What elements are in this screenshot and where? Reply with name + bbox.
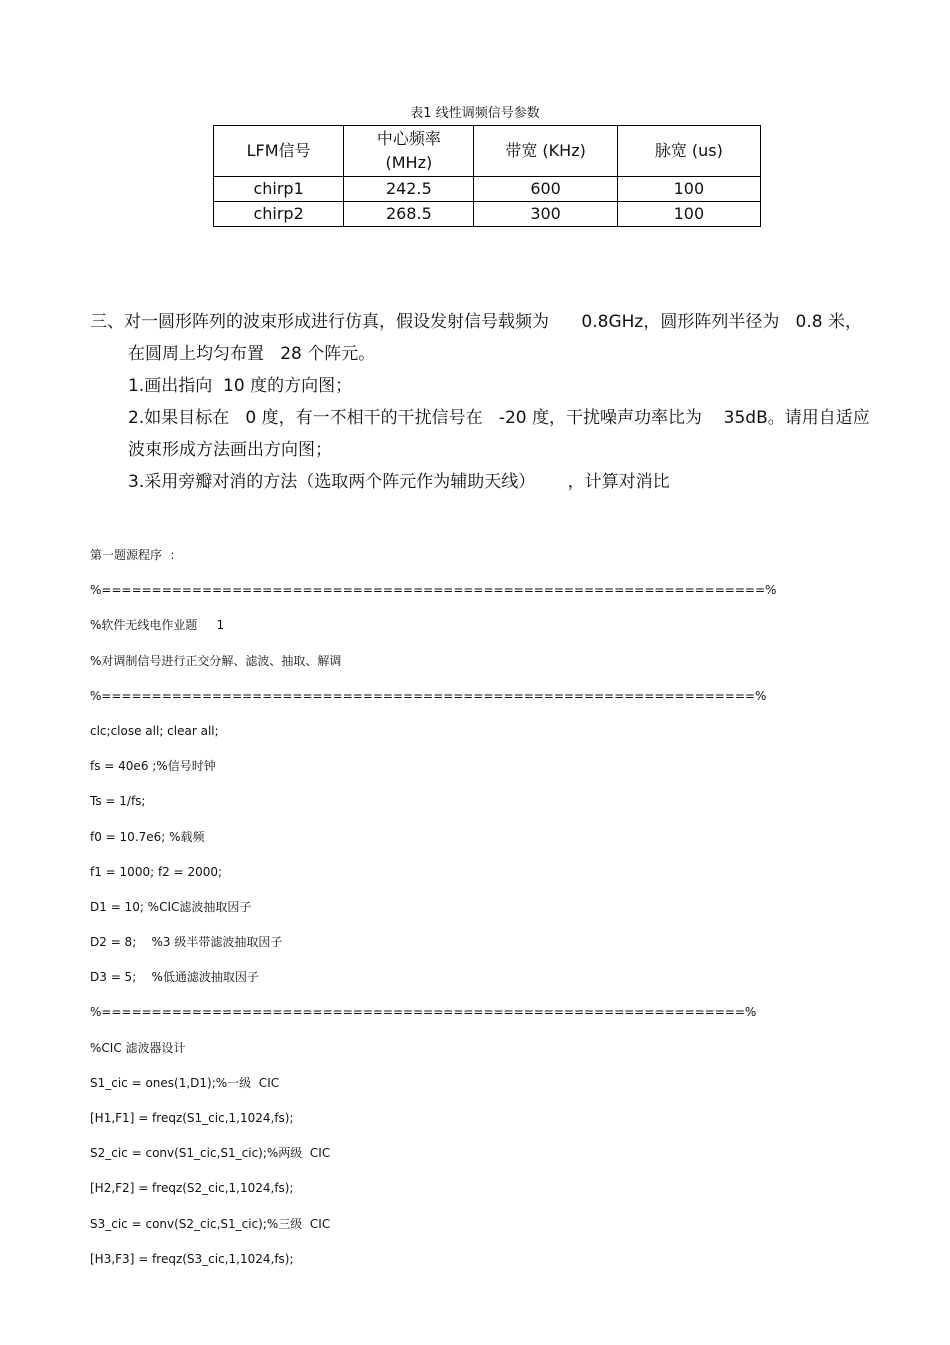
code-line: f1 = 1000; f2 = 2000; <box>90 864 223 879</box>
header-lfm-signal: LFM信号 <box>214 126 344 177</box>
code-line: S3_cic = conv(S2_cic,S1_cic);%三级 CIC <box>90 1216 331 1231</box>
code-line: D3 = 5; %低通滤波抽取因子 <box>90 970 259 985</box>
code-line: [H2,F2] = freqz(S2_cic,1,1024,fs); <box>90 1181 294 1196</box>
problem-item-1: 1.画出指向 10 度的方向图； <box>128 376 353 396</box>
code-line: %================================================================% <box>90 1005 757 1020</box>
code-line: clc;close all; clear all; <box>90 723 219 738</box>
code-line: %==================================================================% <box>90 583 777 598</box>
source-code-listing <box>90 545 890 1284</box>
table-cell: 268.5 <box>344 202 474 227</box>
table-cell: 100 <box>617 202 760 227</box>
table-cell: 242.5 <box>344 177 474 202</box>
table-row <box>214 177 761 202</box>
table-row <box>214 202 761 227</box>
code-line: D2 = 8; %3 级半带滤波抽取因子 <box>90 935 283 950</box>
code-line: S1_cic = ones(1,D1);%一级 CIC <box>90 1075 280 1090</box>
problem-item-2: 2.如果目标在 0 度，有一不相干的干扰信号在 -20 度，干扰噪声功率比为 35dB。请用自适应 <box>128 408 870 428</box>
table-cell: 300 <box>474 202 617 227</box>
problem-text: 在圆周上均匀布置 28 个阵元。 <box>128 344 376 364</box>
table-header-row <box>214 126 761 177</box>
header-bandwidth: 带宽 (KHz) <box>474 126 617 177</box>
code-line: %=================================================================% <box>90 688 767 703</box>
table-cell: 600 <box>474 177 617 202</box>
problem-item-2-continued: 波束形成方法画出方向图； <box>128 440 332 460</box>
header-pulse-width: 脉宽 (us) <box>617 126 760 177</box>
code-line: [H1,F1] = freqz(S1_cic,1,1024,fs); <box>90 1111 294 1125</box>
code-line: %软件无线电作业题 1 <box>90 618 225 633</box>
code-line: fs = 40e6 ;%信号时钟 <box>90 759 216 774</box>
lfm-parameter-table <box>213 125 761 227</box>
problem-statement <box>90 306 890 498</box>
table-caption: 表1 线性调频信号参数 <box>410 106 540 121</box>
problem-heading: 三、对一圆形阵列的波束形成进行仿真，假设发射信号载频为 0.8GHz，圆形阵列半径为 0.8 米， <box>90 312 862 332</box>
code-line: D1 = 10; %CIC滤波抽取因子 <box>90 899 252 914</box>
code-line: %CIC 滤波器设计 <box>90 1040 186 1055</box>
table-cell: chirp2 <box>214 202 344 227</box>
code-line: %对调制信号进行正交分解、滤波、抽取、解调 <box>90 653 342 668</box>
header-center-frequency: 中心频率 (MHz) <box>344 126 474 177</box>
code-line: f0 = 10.7e6; %载频 <box>90 829 205 844</box>
table-cell: 100 <box>617 177 760 202</box>
problem-item-3: 3.采用旁瓣对消的方法（选取两个阵元作为辅助天线） ，计算对消比 <box>128 472 670 492</box>
code-line: 第一题源程序 ： <box>90 548 182 562</box>
code-line: S2_cic = conv(S1_cic,S1_cic);%两级 CIC <box>90 1146 331 1161</box>
table-cell: chirp1 <box>214 177 344 202</box>
code-line: [H3,F3] = freqz(S3_cic,1,1024,fs); <box>90 1251 294 1266</box>
code-line: Ts = 1/fs; <box>90 794 146 809</box>
